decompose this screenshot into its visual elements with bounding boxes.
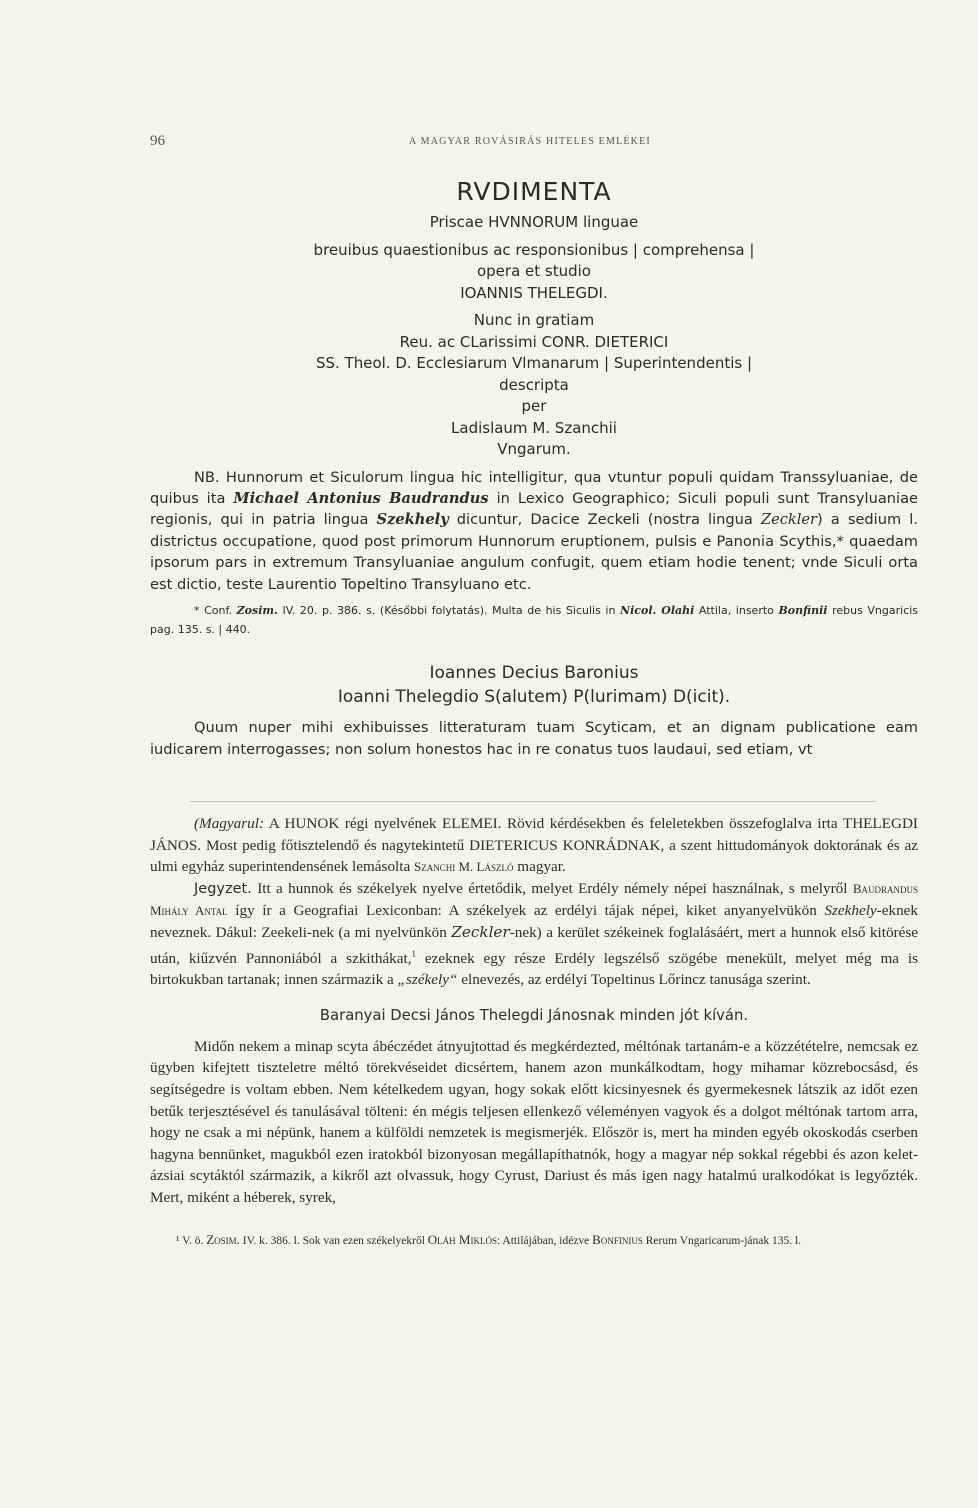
latin-title: RVDIMENTA (456, 177, 612, 206)
hungarian-title-paragraph (150, 813, 918, 878)
footnote-bonfinii: Bonfinii (778, 603, 828, 617)
nb-name-baudrandus: Michael Antonius Baudrandus (233, 489, 489, 507)
latin-letter-body: Quum nuper mihi exhibuisses litteraturam tuam Scyticam, et an dignam publicatione eam iudicarem interrogasses; non solum honestos hac in re conatus tuos laudaui, sed etiam, vt (150, 718, 918, 758)
running-title: A MAGYAR ROVÁSIRÁS HITELES EMLÉKEI (409, 136, 651, 147)
note-fraktur-word: Zeckler (451, 922, 510, 941)
latin-line: descripta (499, 375, 569, 394)
hfoot-text: Rerum Vngaricarum-jának 135. l. (645, 1234, 802, 1247)
latin-line: Priscae HVNNORUM linguae (429, 213, 639, 231)
latin-section (150, 176, 918, 761)
hfoot-text: ¹ V. ö. (176, 1234, 204, 1247)
hungarian-footnote (150, 1231, 918, 1250)
hfoot-bonfinius: Bonfinius (592, 1231, 643, 1247)
note-text: -nek) a kerület székeinek foglalásáért, mert a hunnok első kitörése után, kiűzvén Pannoniából a szkithákat, (150, 923, 918, 967)
nb-text: dicuntur, Dacice Zeckeli (nostra lingua (456, 511, 753, 529)
latin-footnote (150, 601, 918, 639)
latin-line: Nunc in gratiam (473, 311, 595, 329)
note-text: ezeknek egy része Erdély legszélső szögébe menekült, melyet még ma is birtokukban tartanak; innen származik a (150, 949, 919, 989)
nb-text: ) a sedium l. districtus occupatione, quod post primorum Hunnorum eruptionem, pulsis e Panonia Scythis,* quaedam ipsorum pars in extremum Transyluaniae angulum confugit, quem etiam hodie tenent; vnde Siculi orta est dictio, teste Laurentio Topeltino Transyluano etc. (150, 511, 918, 593)
footnote-zosim: Zosim. (236, 603, 278, 617)
hfoot-text: : Attilájában, idézve (497, 1234, 590, 1247)
latin-letter-title-1: Ioannes Decius Baronius (429, 662, 639, 683)
nb-name-szekhely: Szekhely (376, 511, 449, 529)
note-text: -eknek neveznek. Dákul: Zeekeli-nek (a mi nyelvünkön (150, 902, 918, 941)
hungarian-text: magyar. (517, 858, 566, 876)
page-header (150, 133, 910, 153)
hungarian-label: (Magyarul: (194, 815, 265, 832)
hungarian-letter-body: Midőn nekem a minap scyta ábéczédet átnyujtottad és megkérdezted, méltónak tartanám-e a közzétételre, nemcsak ez ügyben kifejtett tiszteletre méltó törekvéseidet dicsértem, hanem azon munkálkodtam, hogy mihamar közrebocsásd, és segítségedre is voltam ebben. Nem kételkedem ugyan, hogy sokak előtt kicsinyesnek és gyermekesnek látszik az időt ezen betűk terjesztésével és tanulásával tölteni: én mégis teljesen ellenkező véleményen vagyok és a dolgot méltónak tartom arra, hogy ne csak a mi népünk, hanem a külföldi nemzetek is megismerjék. Először is, mert ha minden egyéb okoskodás cserben hagyna bennünket, magukból ezen iratokból bizonyosan megállapíthatnók, hogy a magyar nép sokkal régebbi és azon kelet-ázsiai scytáktól származik, a kikről azt olvassuk, hogy Cyrust, Dariust és más igen nagy hatalmú uralkodókat is legyőzték. Mert, miként a héberek, syrek, (150, 1037, 918, 1206)
latin-line: SS. Theol. D. Ecclesiarum Vlmanarum | Superintendentis | (315, 354, 753, 372)
nb-fraktur-word: Zeckler (760, 511, 818, 529)
hungarian-letter-title: Baranyai Decsi János Thelegdi Jánosnak minden jót kíván. (319, 1006, 749, 1024)
note-name-baudrandus: Baudrandus Mihály Antal (150, 880, 918, 919)
nb-paragraph (150, 467, 918, 595)
note-text: így ír a Geografiai Lexiconban: A székelyek az erdélyi tájak népei, kiket anyanyelvükön (235, 902, 817, 920)
latin-line: Ladislaum M. Szanchii (451, 418, 617, 437)
hfoot-text: IV. k. 386. l. Sok van ezen székelyekről (242, 1234, 425, 1247)
note-text: Itt a hunnok és székelyek nyelve értetődik, melyet Erdély némely népei használnak, s melyről (257, 879, 848, 897)
note-szekhely: Szekhely (824, 902, 877, 920)
latin-line: Vngarum. (497, 440, 571, 458)
note-label: Jegyzet. (194, 880, 252, 897)
footnote-marker: 1 (411, 948, 417, 959)
section-divider (190, 801, 876, 802)
hungarian-note-paragraph (150, 878, 918, 991)
hfoot-zosim: Zosim. (206, 1231, 240, 1247)
footnote-text: IV. 20. p. 386. s. (Későbbi folytatás). Multa de his Siculis in (282, 603, 616, 617)
hungarian-text: A HUNOK régi nyelvének ELEMEI. Rövid kérdésekben és feleletekben összefoglalva irta THELEGDI JÁNOS. Most pedig főtisztelendő és nagytekintetű DIETERICUS KONRÁDNAK, a szent hittudományok doktorának és az ulmi egyház superintendensének lemásolta (150, 815, 918, 876)
latin-line: breuibus quaestionibus ac responsionibus | comprehensa | (313, 240, 755, 259)
footnote-text: rebus Vngaricis pag. 135. s. | 440. (150, 603, 919, 636)
latin-letter-title-2: Ioanni Thelegdio S(alutem) P(lurimam) D(icit). (337, 686, 731, 707)
hungarian-section (150, 813, 918, 1250)
page-number: 96 (150, 133, 165, 149)
nb-text: NB. Hunnorum et Siculorum lingua hic intelligitur, qua vtuntur populi quidam Transsyluaniae, de quibus ita (150, 468, 918, 507)
latin-line: per (521, 397, 547, 415)
latin-line: Reu. ac CLarissimi CONR. DIETERICI (399, 332, 669, 351)
hungarian-name-szanchi: Szanchi M. László (414, 859, 514, 875)
footnote-olahi: Nicol. Olahi (620, 603, 695, 617)
nb-text: in Lexico Geographico; Siculi populi sunt Transyluaniae regionis, qui in patria lingua (150, 489, 919, 529)
footnote-text: Attila, inserto (698, 603, 774, 617)
note-text: elnevezés, az erdélyi Topeltinus Lőrincz tanusága szerint. (461, 971, 811, 989)
hfoot-olah: Oláh Miklós (427, 1231, 497, 1247)
footnote-text: * Conf. (194, 603, 233, 617)
latin-line: opera et studio (476, 262, 591, 280)
note-szekely: „székely“ (397, 971, 458, 989)
latin-line: IOANNIS THELEGDI. (460, 283, 608, 302)
